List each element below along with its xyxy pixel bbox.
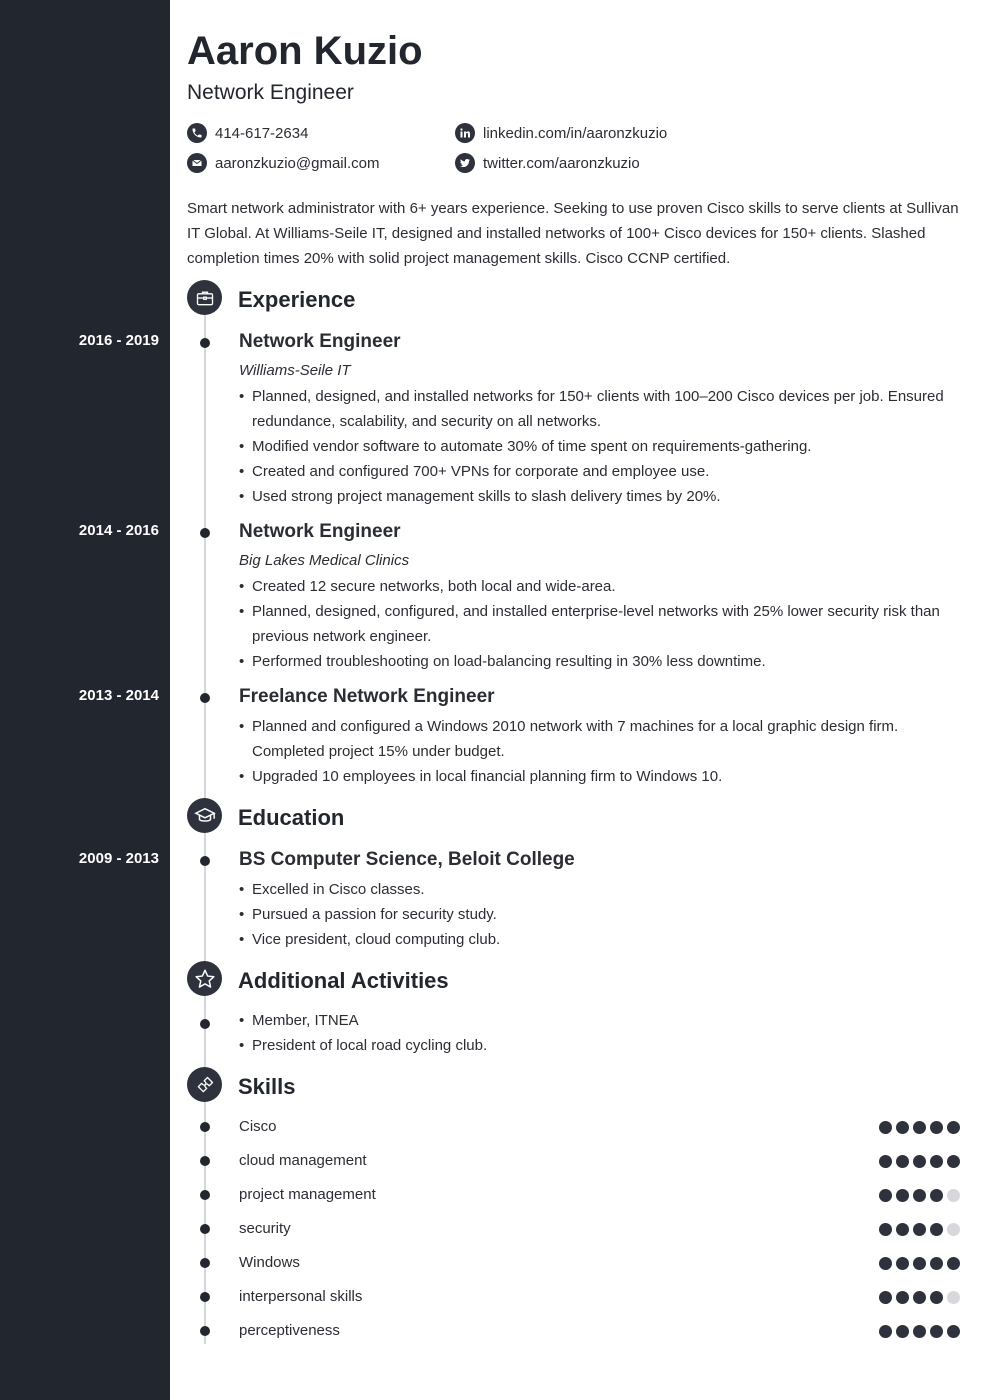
job-bullets [239, 384, 964, 509]
degree-title: BS Computer Science, Beloit College [239, 849, 575, 870]
timeline-dot [200, 1156, 210, 1166]
activities-list [239, 1008, 964, 1058]
skill-name: Windows [239, 1254, 300, 1271]
rating-dot-filled [896, 1291, 909, 1304]
section-title-experience: Experience [238, 287, 356, 312]
rating-dot-filled [896, 1121, 909, 1134]
rating-dot-filled [930, 1155, 943, 1168]
job-bullets [239, 714, 964, 789]
linkedin-icon [455, 123, 475, 143]
contact-phone[interactable] [187, 122, 308, 144]
list-item: • Planned, designed, and installed networks for 150+ clients with 100–200 Cisco devices per job. Ensured redundance, scalability, and security on all networks. [239, 384, 964, 434]
candidate-title: Network Engineer [187, 81, 354, 104]
list-item: • Planned, designed, configured, and installed enterprise-level networks with 25% lower security risk than previous network engineer. [239, 599, 964, 649]
contact-twitter[interactable] [455, 152, 640, 174]
twitter-icon [455, 153, 475, 173]
rating-dot-filled [896, 1155, 909, 1168]
list-item: • Excelled in Cisco classes. [239, 877, 964, 902]
profile-summary: Smart network administrator with 6+ years experience. Seeking to use proven Cisco skills to serve clients at Sullivan IT Global. At Williams-Seile IT, designed and installed networks of 100+ Cisco devices for 150+ clients. Slashed completion times 20% with solid project management skills. Cisco CCNP certified. [187, 200, 959, 267]
rating-dot-filled [947, 1121, 960, 1134]
timeline-dot [200, 693, 210, 703]
timeline-dot [200, 1292, 210, 1302]
contact-email[interactable] [187, 152, 379, 174]
skill-name: project management [239, 1186, 376, 1203]
job-company: Williams-Seile IT [239, 362, 351, 379]
contact-linkedin[interactable] [455, 122, 667, 144]
list-item: • Member, ITNEA [239, 1008, 964, 1033]
skill-name: perceptiveness [239, 1322, 340, 1339]
rating-dot-filled [913, 1155, 926, 1168]
rating-dot-filled [879, 1223, 892, 1236]
rating-dot-filled [879, 1291, 892, 1304]
timeline-dot [200, 1224, 210, 1234]
timeline-dot [200, 1019, 210, 1029]
skill-rating [879, 1189, 960, 1202]
phone-text: 414-617-2634 [215, 124, 309, 142]
skill-rating [879, 1223, 960, 1236]
rating-dot-filled [913, 1223, 926, 1236]
timeline-dot [200, 338, 210, 348]
rating-dot-filled [930, 1223, 943, 1236]
timeline-dot [200, 1122, 210, 1132]
list-item: • President of local road cycling club. [239, 1033, 964, 1058]
rating-dot-filled [879, 1155, 892, 1168]
phone-icon [187, 123, 207, 143]
rating-dot-filled [896, 1257, 909, 1270]
section-title-skills: Skills [238, 1074, 296, 1099]
job-dates: 2013 - 2014 [78, 687, 159, 704]
rating-dot-filled [930, 1121, 943, 1134]
star-icon [187, 961, 222, 996]
rating-dot-empty [947, 1189, 960, 1202]
rating-dot-filled [896, 1325, 909, 1338]
candidate-name: Aaron Kuzio [187, 29, 423, 73]
section-title-education: Education [238, 805, 345, 830]
education-dates: 2009 - 2013 [78, 850, 159, 867]
section-title-activities: Additional Activities [238, 968, 449, 993]
list-item: • Modified vendor software to automate 30% of time spent on requirements-gathering. [239, 434, 964, 459]
rating-dot-filled [913, 1325, 926, 1338]
briefcase-icon [187, 280, 222, 315]
list-item: • Created 12 secure networks, both local and wide-area. [239, 574, 964, 599]
job-dates: 2016 - 2019 [78, 332, 159, 349]
puzzle-icon [187, 1067, 222, 1102]
skill-name: Cisco [239, 1118, 277, 1135]
list-item: • Planned and configured a Windows 2010 network with 7 machines for a local graphic design firm. Completed project 15% under budget. [239, 714, 964, 764]
rating-dot-filled [896, 1223, 909, 1236]
job-company: Big Lakes Medical Clinics [239, 552, 410, 569]
rating-dot-filled [879, 1257, 892, 1270]
rating-dot-filled [879, 1325, 892, 1338]
rating-dot-filled [947, 1257, 960, 1270]
skill-rating [879, 1155, 960, 1168]
skill-name: security [239, 1220, 291, 1237]
email-text: aaronzkuzio@gmail.com [215, 154, 380, 172]
rating-dot-filled [896, 1189, 909, 1202]
rating-dot-filled [879, 1121, 892, 1134]
list-item: • Used strong project management skills to slash delivery times by 20%. [239, 484, 964, 509]
graduation-cap-icon [187, 798, 222, 833]
job-title: Network Engineer [239, 331, 401, 352]
skill-rating [879, 1325, 960, 1338]
rating-dot-filled [930, 1257, 943, 1270]
timeline-dot [200, 856, 210, 866]
rating-dot-filled [879, 1189, 892, 1202]
rating-dot-filled [930, 1325, 943, 1338]
timeline-dot [200, 528, 210, 538]
job-title: Freelance Network Engineer [239, 686, 495, 707]
job-dates: 2014 - 2016 [78, 522, 159, 539]
rating-dot-filled [947, 1155, 960, 1168]
rating-dot-empty [947, 1291, 960, 1304]
rating-dot-filled [913, 1291, 926, 1304]
twitter-text: twitter.com/aaronzkuzio [483, 154, 640, 172]
list-item: • Upgraded 10 employees in local financial planning firm to Windows 10. [239, 764, 964, 789]
list-item: • Performed troubleshooting on load-balancing resulting in 30% less downtime. [239, 649, 964, 674]
list-item: • Vice president, cloud computing club. [239, 927, 964, 952]
rating-dot-filled [930, 1291, 943, 1304]
linkedin-text: linkedin.com/in/aaronzkuzio [483, 124, 668, 142]
list-item: • Created and configured 700+ VPNs for corporate and employee use. [239, 459, 964, 484]
rating-dot-filled [947, 1325, 960, 1338]
skill-name: interpersonal skills [239, 1288, 363, 1305]
job-title: Network Engineer [239, 521, 401, 542]
job-bullets [239, 574, 964, 674]
email-icon [187, 153, 207, 173]
timeline-dot [200, 1326, 210, 1336]
rating-dot-filled [913, 1121, 926, 1134]
skill-rating [879, 1257, 960, 1270]
rating-dot-empty [947, 1223, 960, 1236]
skill-rating [879, 1121, 960, 1134]
timeline-dot [200, 1190, 210, 1200]
skill-name: cloud management [239, 1152, 367, 1169]
education-bullets [239, 877, 964, 952]
skill-rating [879, 1291, 960, 1304]
rating-dot-filled [930, 1189, 943, 1202]
list-item: • Pursued a passion for security study. [239, 902, 964, 927]
rating-dot-filled [913, 1257, 926, 1270]
rating-dot-filled [913, 1189, 926, 1202]
timeline-dot [200, 1258, 210, 1268]
